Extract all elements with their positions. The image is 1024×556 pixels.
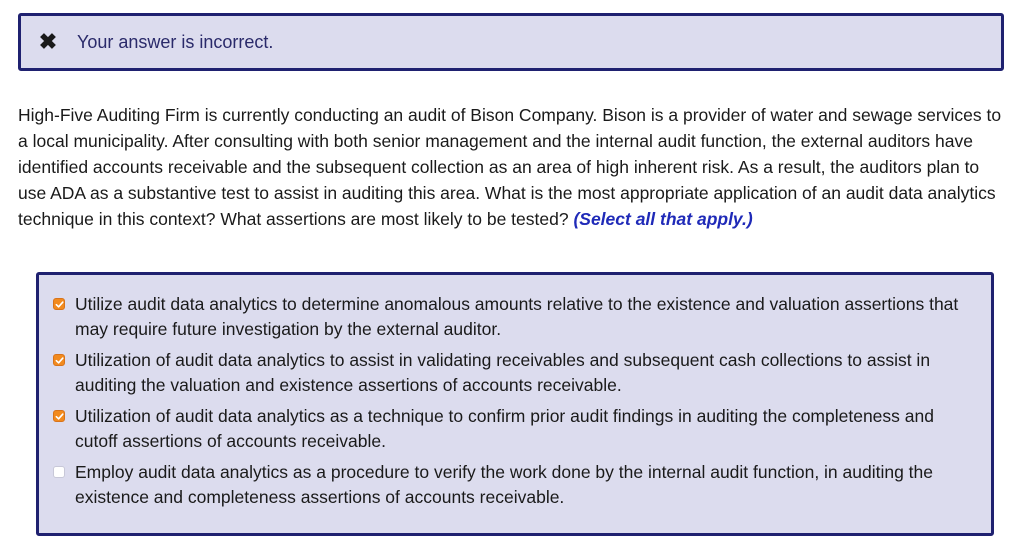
answer-option-label: Utilization of audit data analytics as a technique to confirm prior audit findings in auditing the completeness and cutoff assertions of accounts receivable. (75, 406, 934, 451)
answer-option[interactable] (53, 292, 973, 342)
answer-option[interactable] (53, 460, 973, 510)
feedback-message: Your answer is incorrect. (77, 31, 274, 52)
answer-option-label: Utilize audit data analytics to determine anomalous amounts relative to the existence and valuation assertions that may require future investigation by the external auditor. (75, 294, 959, 339)
checkbox-icon[interactable] (53, 466, 65, 478)
answer-option-label: Employ audit data analytics as a procedure to verify the work done by the internal audit function, in auditing the existence and completeness assertions of accounts receivable. (75, 462, 934, 507)
close-icon: ✖ (38, 29, 58, 54)
answer-option[interactable] (53, 404, 973, 454)
answer-option-label: Utilization of audit data analytics to assist in validating receivables and subsequent cash collections to assist in auditing the valuation and existence assertions of accounts receivable. (75, 350, 931, 395)
question-text-block (18, 102, 1008, 232)
checkbox-icon[interactable] (53, 354, 65, 366)
feedback-banner (18, 13, 1004, 71)
question-text: High-Five Auditing Firm is currently conducting an audit of Bison Company. Bison is a provider of water and sewage services to a local municipality. After consulting with both senior management and the internal audit function, the external auditors have identified accounts receivable and the subsequent collection as an area of high inherent risk. As a result, the auditors plan to use ADA as a substantive test to assist in auditing this area. What is the most appropriate application of an audit data analytics technique in this context? What assertions are most likely to be tested? (18, 105, 1002, 229)
answer-options-panel (36, 272, 994, 536)
select-hint: (Select all that apply.) (573, 209, 753, 229)
checkbox-icon[interactable] (53, 298, 65, 310)
checkbox-icon[interactable] (53, 410, 65, 422)
answer-option[interactable] (53, 348, 973, 398)
